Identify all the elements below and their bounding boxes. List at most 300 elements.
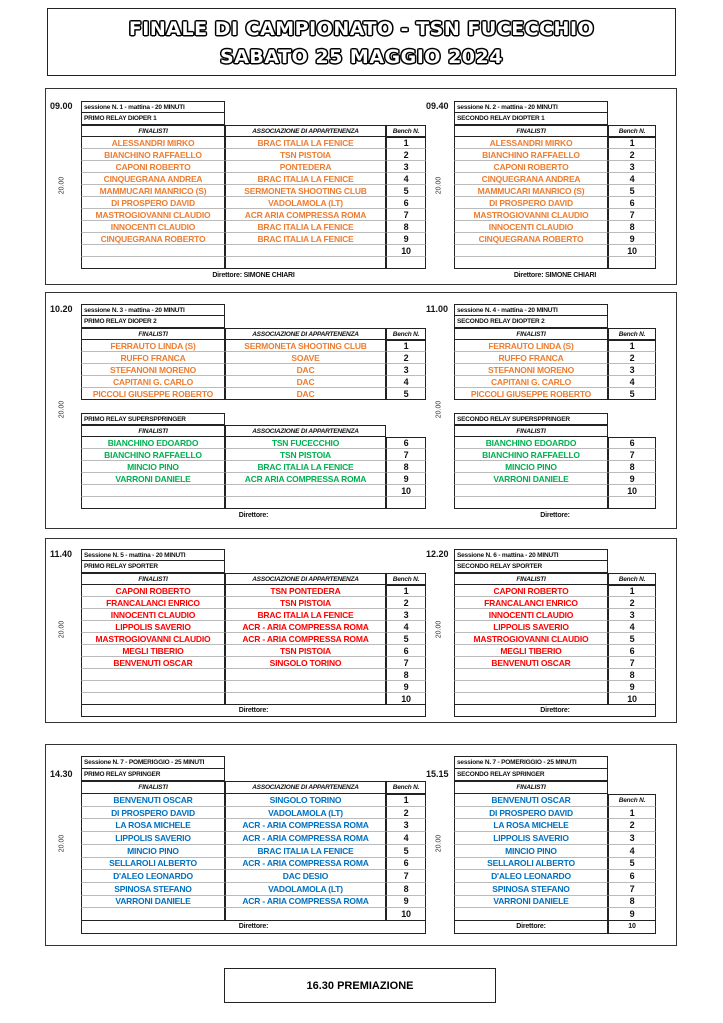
table-row [454, 497, 656, 509]
bench-number: 6 [386, 858, 426, 871]
relay-label: PRIMO RELAY SUPERSPPRINGER [81, 413, 225, 425]
bench-number: 10 [386, 245, 426, 257]
finalist-name: CAPONI ROBERTO [454, 161, 608, 173]
finalist-name: SPINOSA STEFANO [81, 883, 225, 896]
table-row [81, 870, 426, 883]
bench-number: 9 [386, 473, 426, 485]
association-name: SINGOLO TORINO [225, 657, 386, 669]
relay-table-right [454, 304, 656, 521]
finalist-name: STEFANONI MORENO [81, 364, 225, 376]
bench-number: 10 [608, 921, 656, 934]
bench-number: 1 [608, 585, 656, 597]
bench-number: 6 [386, 437, 426, 449]
bench-number: 10 [386, 485, 426, 497]
association-name: SOAVE [225, 352, 386, 364]
column-header-bench: Bench N. [386, 573, 426, 585]
duration-label-left: 20.00 [58, 834, 66, 853]
column-header-finalisti: FINALISTI [81, 781, 225, 794]
table-row [81, 437, 426, 449]
table-row [81, 400, 426, 413]
duration-label-left: 20.00 [58, 176, 66, 194]
table-row [454, 340, 656, 352]
finalist-name: BIANCHINO EDOARDO [454, 437, 608, 449]
bench-number: 3 [608, 161, 656, 173]
table-row [81, 376, 426, 388]
relay-table-right [454, 101, 656, 281]
finalist-name: LA ROSA MICHELE [81, 819, 225, 832]
table-row [454, 388, 656, 400]
table-row [81, 858, 426, 871]
finalist-name: VARRONI DANIELE [454, 473, 608, 485]
association-name: BRAC ITALIA LA FENICE [225, 137, 386, 149]
relay-label: PRIMO RELAY SPORTER [81, 561, 225, 573]
session-time-left: 10.20 [50, 304, 73, 314]
table-row [81, 221, 426, 233]
finalist-name: CINQUEGRANA ROBERTO [81, 233, 225, 245]
table-row [454, 221, 656, 233]
table-row [81, 101, 426, 113]
finalist-name: MINCIO PINO [81, 461, 225, 473]
session-time-right: 09.40 [426, 101, 449, 111]
bench-number: 10 [608, 485, 656, 497]
duration-label-right: 20.00 [435, 176, 443, 194]
table-row [454, 681, 656, 693]
table-row [81, 316, 426, 328]
finalist-name: CINQUEGRANA ROBERTO [454, 233, 608, 245]
relay-label: sessione N. 3 - mattina - 20 MINUTI [81, 304, 225, 316]
column-header-bench: Bench N. [386, 781, 426, 794]
bench-number: 3 [608, 364, 656, 376]
finalist-name: FERRAUTO LINDA (S) [454, 340, 608, 352]
bench-number: 9 [608, 908, 656, 921]
table-row [454, 883, 656, 896]
bench-number: 1 [608, 340, 656, 352]
relay-table-left [81, 756, 426, 934]
relay-table-right [454, 549, 656, 717]
finalist-name: RUFFO FRANCA [454, 352, 608, 364]
finalist-name: LIPPOLIS SAVERIO [81, 621, 225, 633]
table-row [81, 549, 426, 561]
table-row [454, 161, 656, 173]
table-row [81, 485, 426, 497]
finalist-name: INNOCENTI CLAUDIO [454, 221, 608, 233]
table-row [454, 573, 656, 585]
relay-label: SECONDO RELAY SPRINGER [454, 769, 608, 782]
association-name: ACR - ARIA COMPRESSA ROMA [225, 832, 386, 845]
column-header-bench [386, 425, 426, 437]
table-row [454, 461, 656, 473]
session-time-left: 09.00 [50, 101, 73, 111]
table-row [454, 657, 656, 669]
bench-number: 2 [608, 352, 656, 364]
bench-number: 5 [386, 633, 426, 645]
session-block [45, 88, 677, 285]
relay-label: PRIMO RELAY DIOPER 1 [81, 113, 225, 125]
relay-table-left [81, 304, 426, 521]
table-row [454, 449, 656, 461]
director-label: Direttore: [454, 921, 608, 934]
bench-number: 6 [386, 645, 426, 657]
table-row [454, 832, 656, 845]
table-row [454, 400, 656, 413]
column-header-bench [608, 781, 656, 794]
finalist-name: PICCOLI GIUSEPPE ROBERTO [454, 388, 608, 400]
finalist-name: MINCIO PINO [454, 845, 608, 858]
finalist-name: DI PROSPERO DAVID [454, 807, 608, 820]
finalist-name: LIPPOLIS SAVERIO [454, 832, 608, 845]
finalist-name: VARRONI DANIELE [81, 896, 225, 909]
finalist-name: PICCOLI GIUSEPPE ROBERTO [81, 388, 225, 400]
finalist-name: SPINOSA STEFANO [454, 883, 608, 896]
association-name [225, 669, 386, 681]
association-name: TSN PISTOIA [225, 645, 386, 657]
bench-number: 7 [608, 449, 656, 461]
association-name: VADOLAMOLA (LT) [225, 883, 386, 896]
bench-number: 1 [608, 137, 656, 149]
table-row [81, 328, 426, 340]
table-row [454, 137, 656, 149]
association-name: ACR - ARIA COMPRESSA ROMA [225, 819, 386, 832]
table-row [454, 352, 656, 364]
association-name: VADOLAMOLA (LT) [225, 807, 386, 820]
column-header-bench: Bench N. [608, 125, 656, 137]
finalist-name: RUFFO FRANCA [81, 352, 225, 364]
column-header-associazione: ASSOCIAZIONE DI APPARTENENZA [225, 425, 386, 437]
association-name: TSN PISTOIA [225, 449, 386, 461]
table-row [81, 352, 426, 364]
association-name [225, 245, 386, 257]
finalist-name: SELLAROLI ALBERTO [454, 858, 608, 871]
finalist-name: CAPITANI G. CARLO [81, 376, 225, 388]
director-label: Direttore: [238, 511, 269, 519]
table-row [454, 794, 656, 807]
table-row [454, 621, 656, 633]
column-header-bench: Bench N. [608, 573, 656, 585]
finalist-name [454, 497, 608, 509]
table-row [81, 794, 426, 807]
bench-number [608, 497, 656, 509]
title-line-1: FINALE DI CAMPIONATO - TSN FUCECCHIO [128, 18, 595, 40]
duration-label-left: 20.00 [58, 400, 66, 418]
column-header-finalisti: FINALISTI [81, 328, 225, 340]
table-row [81, 669, 426, 681]
table-row [81, 125, 426, 137]
association-name: TSN PONTEDERA [225, 585, 386, 597]
bench-number: 8 [386, 669, 426, 681]
bench-number: 8 [608, 221, 656, 233]
table-row [454, 781, 656, 794]
column-header-finalisti: FINALISTI [454, 425, 608, 437]
finalist-name [454, 681, 608, 693]
bench-number: 9 [608, 473, 656, 485]
finalist-name: INNOCENTI CLAUDIO [454, 609, 608, 621]
table-row [81, 304, 426, 316]
session-block [45, 538, 677, 723]
bench-number: 1 [386, 794, 426, 807]
table-row [454, 473, 656, 485]
finalist-name: VARRONI DANIELE [454, 896, 608, 909]
finalist-name: MEGLI TIBERIO [454, 645, 608, 657]
column-header-bench: Bench N. [608, 328, 656, 340]
finalist-name: DI PROSPERO DAVID [454, 197, 608, 209]
bench-number: 8 [608, 669, 656, 681]
bench-number: 5 [608, 858, 656, 871]
finalist-name [454, 485, 608, 497]
bench-number: 2 [386, 352, 426, 364]
finalist-name: LA ROSA MICHELE [454, 819, 608, 832]
relay-label: SECONDO RELAY SPORTER [454, 561, 608, 573]
association-name: ACR - ARIA COMPRESSA ROMA [225, 633, 386, 645]
finalist-name: ALESSANDRI MIRKO [454, 137, 608, 149]
column-header-finalisti: FINALISTI [454, 573, 608, 585]
bench-number: 8 [386, 221, 426, 233]
bench-number: 2 [386, 149, 426, 161]
director-label: Direttore: [540, 511, 570, 519]
bench-number: 7 [608, 657, 656, 669]
table-row [454, 425, 656, 437]
bench-number: 7 [386, 657, 426, 669]
table-row [81, 197, 426, 209]
award-ceremony-box: 16.30 PREMIAZIONE [224, 968, 496, 1003]
finalist-name: MAMMUCARI MANRICO (S) [454, 185, 608, 197]
session-time-left: 14.30 [50, 768, 73, 779]
table-row [81, 883, 426, 896]
finalist-name: BIANCHINO RAFFAELLO [454, 449, 608, 461]
relay-label: sessione N. 2 - mattina - 20 MINUTI [454, 101, 608, 113]
finalist-name [81, 681, 225, 693]
table-row [454, 209, 656, 221]
session-time-right: 11.00 [426, 304, 449, 314]
bench-number: 10 [386, 693, 426, 705]
duration-label-right: 20.00 [435, 400, 443, 418]
table-row [454, 269, 656, 281]
table-row [81, 597, 426, 609]
table-row [454, 257, 656, 269]
finalist-name: BIANCHINO RAFFAELLO [81, 449, 225, 461]
table-row [454, 185, 656, 197]
session-time-right: 12.20 [426, 549, 449, 559]
bench-number: 10 [608, 245, 656, 257]
session-time-right: 15.15 [426, 768, 449, 779]
bench-number: 4 [608, 173, 656, 185]
association-name: DAC [225, 376, 386, 388]
table-row [81, 769, 426, 782]
finalist-name [81, 497, 225, 509]
association-name: BRAC ITALIA LA FENICE [225, 173, 386, 185]
table-row [81, 113, 426, 125]
table-row [454, 437, 656, 449]
bench-number: 3 [608, 832, 656, 845]
table-row [454, 819, 656, 832]
bench-number: 5 [608, 388, 656, 400]
page-title [47, 8, 676, 76]
table-row [81, 781, 426, 794]
bench-number: 3 [386, 819, 426, 832]
table-row [454, 233, 656, 245]
table-row [454, 896, 656, 909]
table-row [81, 149, 426, 161]
association-name: SERMONETA SHOOTING CLUB [225, 340, 386, 352]
bench-number: 7 [608, 883, 656, 896]
bench-number: 3 [386, 609, 426, 621]
table-row [81, 621, 426, 633]
finalist-name [454, 669, 608, 681]
session-block [45, 744, 677, 946]
bench-number: 9 [386, 233, 426, 245]
table-row [454, 633, 656, 645]
table-row [454, 693, 656, 705]
table-row [454, 756, 656, 769]
association-name: SERMONETA SHOOTING CLUB [225, 185, 386, 197]
finalist-name [454, 257, 608, 269]
column-header-finalisti: FINALISTI [81, 573, 225, 585]
finalist-name: BIANCHINO RAFFAELLO [81, 149, 225, 161]
bench-number: 7 [386, 449, 426, 461]
table-row [454, 858, 656, 871]
finalist-name: SELLAROLI ALBERTO [81, 858, 225, 871]
bench-number: 5 [386, 185, 426, 197]
table-row [454, 908, 656, 921]
table-row [454, 705, 656, 717]
finalist-name [454, 245, 608, 257]
association-name: TSN FUCECCHIO [225, 437, 386, 449]
table-row [454, 769, 656, 782]
table-row [81, 908, 426, 921]
bench-number: 6 [386, 197, 426, 209]
table-row [81, 340, 426, 352]
relay-table-left [81, 549, 426, 717]
table-row [81, 705, 426, 717]
column-header-finalisti: FINALISTI [454, 781, 608, 794]
finalist-name [81, 669, 225, 681]
table-row [454, 669, 656, 681]
association-name: BRAC ITALIA LA FENICE [225, 609, 386, 621]
relay-label: sessione N. 1 - mattina - 20 MINUTI [81, 101, 225, 113]
table-row [454, 376, 656, 388]
table-row [81, 269, 426, 281]
finalist-name: FRANCALANCI ENRICO [81, 597, 225, 609]
bench-number: 4 [386, 376, 426, 388]
association-name: ACR - ARIA COMPRESSA ROMA [225, 858, 386, 871]
bench-number: 9 [386, 896, 426, 909]
table-row [81, 561, 426, 573]
duration-label-left: 20.00 [58, 620, 66, 638]
column-header-bench: Bench N. [386, 125, 426, 137]
table-row [454, 173, 656, 185]
bench-number: Bench N. [608, 794, 656, 807]
finalist-name: INNOCENTI CLAUDIO [81, 221, 225, 233]
bench-number: 9 [608, 681, 656, 693]
finalist-name: BIANCHINO EDOARDO [81, 437, 225, 449]
relay-label: PRIMO RELAY SPRINGER [81, 769, 225, 782]
table-row [454, 485, 656, 497]
association-name: DAC [225, 388, 386, 400]
table-row [454, 304, 656, 316]
table-row [454, 549, 656, 561]
finalist-name [81, 257, 225, 269]
table-row [454, 197, 656, 209]
table-row [454, 597, 656, 609]
table-row [81, 425, 426, 437]
table-row [81, 819, 426, 832]
session-block [45, 292, 677, 529]
finalist-name: MINCIO PINO [454, 461, 608, 473]
title-line-2: SABATO 25 MAGGIO 2024 [220, 46, 503, 68]
finalist-name: D'ALEO LEONARDO [81, 870, 225, 883]
bench-number: 3 [386, 364, 426, 376]
table-row [81, 832, 426, 845]
association-name: TSN PISTOIA [225, 149, 386, 161]
table-row [454, 845, 656, 858]
relay-label: Sessione N. 7 - POMERIGGIO - 25 MINUTI [81, 756, 225, 769]
association-name: BRAC ITALIA LA FENICE [225, 221, 386, 233]
association-name: BRAC ITALIA LA FENICE [225, 461, 386, 473]
table-row [454, 413, 656, 425]
finalist-name [454, 908, 608, 921]
table-row [81, 657, 426, 669]
table-row [81, 756, 426, 769]
table-row [81, 233, 426, 245]
table-row [81, 497, 426, 509]
column-header-finalisti: FINALISTI [454, 328, 608, 340]
association-name: BRAC ITALIA LA FENICE [225, 233, 386, 245]
table-row [81, 473, 426, 485]
column-header-finalisti: FINALISTI [81, 425, 225, 437]
association-name: SINGOLO TORINO [225, 794, 386, 807]
finalist-name: CINQUEGRANA ANDREA [454, 173, 608, 185]
finalist-name: D'ALEO LEONARDO [454, 870, 608, 883]
table-row [454, 921, 656, 934]
table-row [454, 807, 656, 820]
table-row [454, 609, 656, 621]
table-row [81, 645, 426, 657]
association-name [225, 908, 386, 921]
bench-number: 1 [386, 340, 426, 352]
relay-label: Sessione N. 5 - mattina - 20 MINUTI [81, 549, 225, 561]
director-label: Direttore: [81, 921, 426, 934]
bench-number: 5 [608, 633, 656, 645]
association-name: DAC DESIO [225, 870, 386, 883]
table-row [454, 245, 656, 257]
table-row [454, 101, 656, 113]
bench-number: 8 [608, 896, 656, 909]
finalist-name: DI PROSPERO DAVID [81, 807, 225, 820]
relay-table-right [454, 756, 656, 934]
bench-number: 2 [608, 597, 656, 609]
duration-label-right: 20.00 [435, 834, 443, 853]
association-name: TSN PISTOIA [225, 597, 386, 609]
bench-number: 6 [608, 197, 656, 209]
table-row [454, 125, 656, 137]
association-name: ACR - ARIA COMPRESSA ROMA [225, 896, 386, 909]
finalist-name: INNOCENTI CLAUDIO [81, 609, 225, 621]
table-row [81, 364, 426, 376]
table-row [81, 509, 426, 521]
director-label: Direttore: SIMONE CHIARI [212, 271, 295, 279]
bench-number: 5 [386, 388, 426, 400]
table-row [81, 573, 426, 585]
bench-number: 1 [386, 585, 426, 597]
association-name [225, 497, 386, 509]
finalist-name: CAPONI ROBERTO [81, 161, 225, 173]
table-row [81, 449, 426, 461]
finalist-name: MASTROGIOVANNI CLAUDIO [81, 633, 225, 645]
finalist-name: CINQUEGRANA ANDREA [81, 173, 225, 185]
bench-number: 2 [386, 597, 426, 609]
finalist-name: BENVENUTI OSCAR [454, 794, 608, 807]
table-row [81, 388, 426, 400]
bench-number: 4 [386, 173, 426, 185]
